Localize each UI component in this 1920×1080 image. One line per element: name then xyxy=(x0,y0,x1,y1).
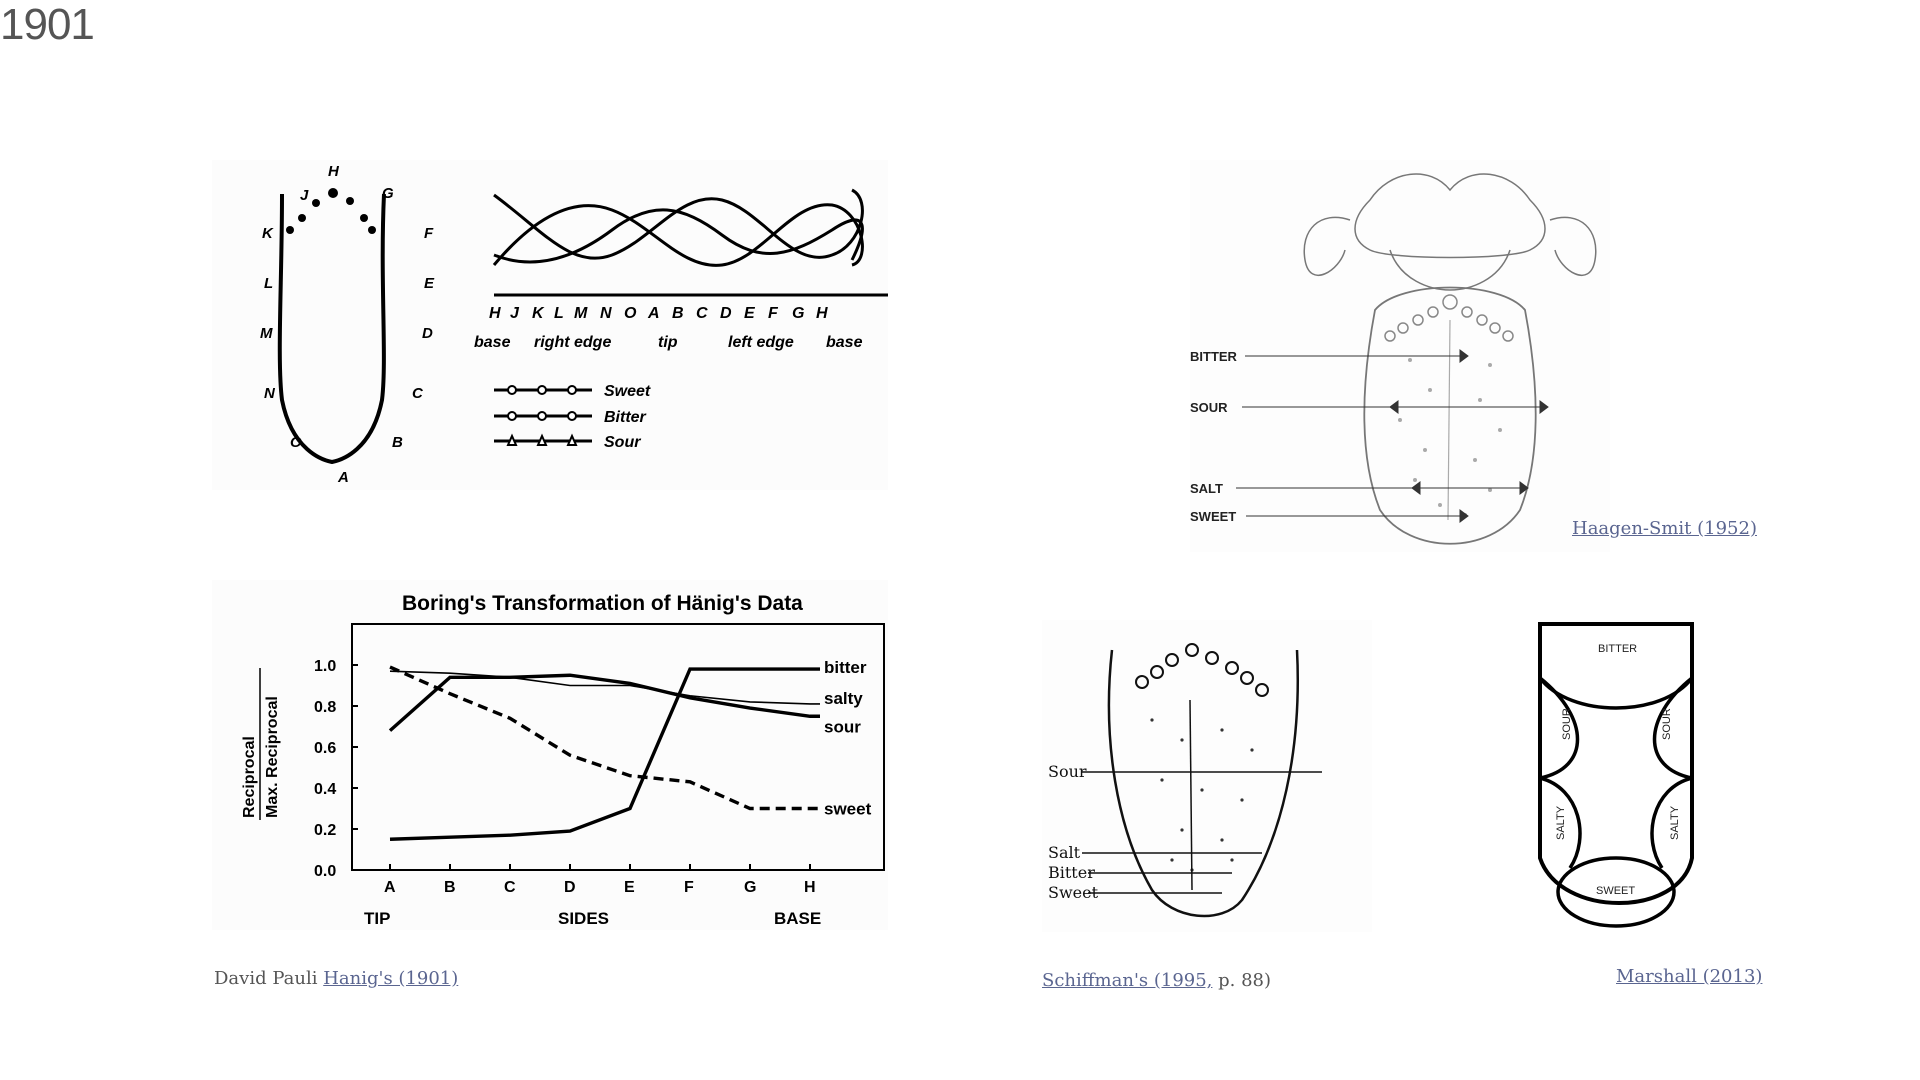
tongue-point-label: A xyxy=(338,469,349,486)
svg-text:A: A xyxy=(648,305,660,322)
taste-label: SOUR xyxy=(1561,708,1573,740)
svg-text:B: B xyxy=(672,305,684,322)
haagen-caption xyxy=(1572,518,1757,539)
taste-label: Sour xyxy=(1048,762,1087,781)
x-tick-label: A xyxy=(384,879,396,896)
speckles xyxy=(1398,358,1502,517)
tongue-point-label: C xyxy=(412,385,423,402)
schiffman-figure xyxy=(1042,620,1372,932)
y-tick-label: 0.4 xyxy=(314,781,337,798)
hanig-figure xyxy=(212,160,888,490)
pointer-lines xyxy=(1236,350,1548,522)
haagen-link[interactable]: Haagen-Smit (1952) xyxy=(1572,518,1757,539)
svg-text:base: base xyxy=(474,334,511,351)
region-label: BASE xyxy=(774,909,822,928)
taste-label: BITTER xyxy=(1598,643,1638,655)
series-line-sweet xyxy=(390,667,820,808)
legend-label: Sour xyxy=(604,434,641,451)
taste-label: SALT xyxy=(1190,481,1223,496)
x-tick-label: C xyxy=(504,879,516,896)
taste-labels xyxy=(1190,349,1238,524)
slide-year: 1901 xyxy=(0,0,94,49)
svg-text:H: H xyxy=(489,305,501,322)
schiffman-caption-suffix: p. 88) xyxy=(1212,970,1272,991)
y-axis-label xyxy=(241,668,281,820)
hanig-link[interactable]: Hanig's (1901) xyxy=(323,968,459,989)
series-label-sour: sour xyxy=(824,717,861,737)
svg-text:Reciprocal: Reciprocal xyxy=(241,736,258,818)
boring-chart-svg xyxy=(212,580,888,930)
region-labels xyxy=(364,909,821,928)
svg-text:base: base xyxy=(826,334,863,351)
tongue-point-label: G xyxy=(382,185,394,202)
svg-text:N: N xyxy=(600,305,612,322)
svg-text:G: G xyxy=(792,305,805,322)
svg-text:F: F xyxy=(768,305,778,322)
series-labels xyxy=(824,658,872,818)
y-tick-label: 0.8 xyxy=(314,699,337,716)
hanig-caption xyxy=(214,968,458,989)
x-ticks xyxy=(384,864,816,896)
x-tick-label: E xyxy=(624,879,635,896)
taste-label: SOUR xyxy=(1190,400,1228,415)
svg-text:J: J xyxy=(510,305,519,322)
svg-text:Max. Reciprocal: Max. Reciprocal xyxy=(264,696,281,818)
hanig-caption-prefix: David Pauli xyxy=(214,968,318,989)
haagen-diagram xyxy=(1190,160,1610,552)
svg-text:K: K xyxy=(532,305,544,322)
marshall-link[interactable]: Marshall (2013) xyxy=(1616,966,1763,987)
svg-text:left edge: left edge xyxy=(728,334,794,351)
x-tick-label: G xyxy=(744,879,757,896)
tongue-point-label: E xyxy=(424,275,435,292)
taste-labels xyxy=(1048,762,1099,902)
tongue-point-label: H xyxy=(328,163,339,180)
hanig-diagram xyxy=(212,160,888,490)
speckles xyxy=(1150,718,1253,871)
papillae xyxy=(1385,295,1513,341)
tongue-outline xyxy=(1109,650,1298,916)
taste-label: Sweet xyxy=(1048,883,1099,902)
marshall-figure xyxy=(1530,618,1712,933)
marshall-diagram xyxy=(1530,618,1712,933)
taste-label: BITTER xyxy=(1190,349,1237,364)
legend-label: Sweet xyxy=(604,383,651,400)
tongue-point-label: D xyxy=(422,325,433,342)
svg-text:C: C xyxy=(696,305,708,322)
schiffman-diagram xyxy=(1042,620,1372,932)
svg-text:L: L xyxy=(554,305,564,322)
hanig-axis-letters xyxy=(489,305,828,322)
svg-text:tip: tip xyxy=(658,334,678,351)
schiffman-link[interactable]: Schiffman's (1995, xyxy=(1042,970,1213,991)
tongue-point-label: N xyxy=(264,385,275,402)
boring-chart xyxy=(212,580,888,930)
y-tick-label: 0.2 xyxy=(314,822,337,839)
sensitivity-waves xyxy=(494,190,862,265)
tongue-point-label: F xyxy=(424,225,434,242)
tongue-point-label: M xyxy=(260,325,273,342)
marshall-caption xyxy=(1616,966,1762,987)
taste-label: SOUR xyxy=(1661,708,1673,740)
taste-label: SALTY xyxy=(1669,805,1681,840)
y-tick-label: 1.0 xyxy=(314,658,337,675)
tongue-point-label: K xyxy=(262,225,273,242)
x-tick-label: H xyxy=(804,879,816,896)
schiffman-caption xyxy=(1042,970,1271,991)
hanig-legend xyxy=(494,383,651,451)
region-label: TIP xyxy=(364,909,391,928)
x-tick-label: D xyxy=(564,879,576,896)
svg-text:M: M xyxy=(574,305,588,322)
svg-text:O: O xyxy=(624,305,637,322)
svg-text:E: E xyxy=(744,305,755,322)
svg-text:right edge: right edge xyxy=(534,334,612,351)
series-label-sweet: sweet xyxy=(824,799,872,819)
plot-frame xyxy=(352,624,884,870)
x-tick-label: B xyxy=(444,879,456,896)
tongue-outline xyxy=(1540,624,1692,903)
hanig-axis-regions xyxy=(474,334,863,351)
tongue-point-label: B xyxy=(392,434,403,451)
series-lines xyxy=(390,667,820,839)
taste-label: SWEET xyxy=(1190,509,1237,524)
larynx-sketch xyxy=(1304,174,1596,290)
tongue-point-label: J xyxy=(300,187,309,204)
taste-label: Salt xyxy=(1048,843,1081,862)
region-label: SIDES xyxy=(558,909,610,928)
tongue-point-label: L xyxy=(264,275,274,292)
x-tick-label: F xyxy=(684,879,694,896)
series-line-sour xyxy=(390,675,820,730)
taste-label: Bitter xyxy=(1048,863,1095,882)
tongue-outline xyxy=(280,194,384,462)
y-tick-label: 0.0 xyxy=(314,863,337,880)
taste-label: SALTY xyxy=(1555,805,1567,840)
tongue-point-label: O xyxy=(290,434,302,451)
legend-label: Bitter xyxy=(604,409,646,426)
series-label-bitter: bitter xyxy=(824,658,867,678)
taste-label: SWEET xyxy=(1596,885,1636,897)
svg-text:D: D xyxy=(720,305,732,322)
y-tick-label: 0.6 xyxy=(314,740,337,757)
series-label-salty: salty xyxy=(824,688,863,708)
papillae xyxy=(1136,644,1268,696)
tongue-point-labels xyxy=(260,163,435,486)
svg-text:H: H xyxy=(816,305,828,322)
haagen-figure xyxy=(1190,160,1610,552)
chart-title: Boring's Transformation of Hänig's Data xyxy=(402,592,803,615)
